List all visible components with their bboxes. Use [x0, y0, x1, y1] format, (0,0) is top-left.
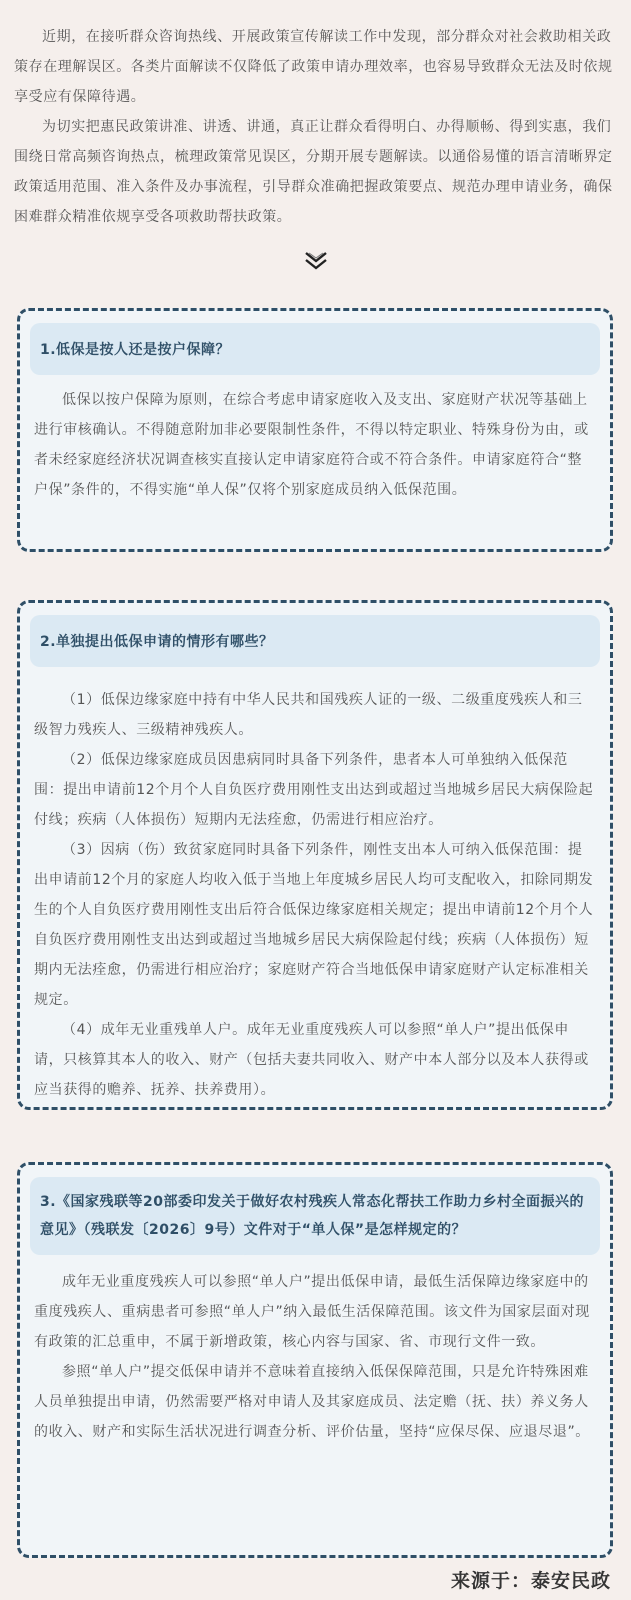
answer-paragraph: 成年无业重度残疾人可以参照“单人户”提出低保申请，最低生活保障边缘家庭中的重度残疾人、重病患者可参照“单人户”纳入最低生活保障范围。该文件为国家层面对现有政策的汇总重申，不属于新增政策，核心内容与国家、省、市现行文件一致。: [34, 1274, 590, 1350]
answer-paragraph: （3）因病（伤）致贫家庭同时具备下列条件，刚性支出本人可纳入低保范围：提出申请前12个月的家庭人均收入低于当地上年度城乡居民人均可支配收入，扣除同期发生的个人自负医疗费用刚性支出后符合低保边缘家庭相关规定；提出申请前12个月个人自负医疗费用刚性支出达到或超过当地城乡居民大病保险起付线；疾病（人体损伤）短期内无法痊愈，仍需进行相应治疗；家庭财产符合当地低保申请家庭财产认定标准相关规定。: [34, 842, 594, 1008]
qa-card-2: [17, 600, 613, 1110]
answer-paragraph: （4）成年无业重残单人户。成年无业重度残疾人可以参照“单人户”提出低保申请，只核算其本人的收入、财产（包括夫妻共同收入、财产中本人部分以及本人获得或应当获得的赡养、抚养、扶养费用）。: [34, 1022, 589, 1098]
question-title: 1.低保是按人还是按户保障？: [30, 323, 600, 375]
intro-paragraph: 为切实把惠民政策讲准、讲透、讲通，真正让群众看得明白、办得顺畅、得到实惠，我们围绕日常高频咨询热点，梳理政策常见误区，分期开展专题解读。以通俗易懂的语言清晰界定政策适用范围、准入条件及办事流程，引导群众准确把握政策要点、规范办理申请业务，确保困难群众精准依规享受各项救助帮扶政策。: [14, 119, 613, 225]
intro-paragraph: 近期，在接听群众咨询热线、开展政策宣传解读工作中发现，部分群众对社会救助相关政策存在理解误区。各类片面解读不仅降低了政策申请办理效率，也容易导致群众无法及时依规享受应有保障待遇。: [14, 29, 613, 105]
answer-paragraph: 低保以按户保障为原则，在综合考虑申请家庭收入及支出、家庭财产状况等基础上进行审核确认。不得随意附加非必要限制性条件，不得以特定职业、特殊身份为由，或者未经家庭经济状况调查核实直接认定申请家庭符合或不符合条件。申请家庭符合“整户保”条件的，不得实施“单人保”仅将个别家庭成员纳入低保范围。: [34, 392, 589, 498]
answer-body: [20, 385, 610, 505]
source-credit: 来源于：泰安民政: [450, 1570, 611, 1592]
answer-paragraph: （1）低保边缘家庭中持有中华人民共和国残疾人证的一级、二级重度残疾人和三级智力残疾人、三级精神残疾人。: [34, 692, 583, 738]
qa-card-3: [17, 1162, 613, 1558]
double-chevron-down-icon: [303, 250, 329, 274]
qa-card-1: [17, 308, 613, 552]
answer-paragraph: （2）低保边缘家庭成员因患病同时具备下列条件，患者本人可单独纳入低保范围：提出申请前12个月个人自负医疗费用刚性支出达到或超过当地城乡居民大病保险起付线；疾病（人体损伤）短期内无法痊愈，仍需进行相应治疗。: [34, 752, 594, 828]
intro-section: [14, 22, 618, 232]
answer-paragraph: 参照“单人户”提交低保申请并不意味着直接纳入低保保障范围，只是允许特殊困难人员单独提出申请，仍然需要严格对申请人及其家庭成员、法定赡（抚、扶）养义务人的收入、财产和实际生活状况进行调查分析、评价估量，坚持“应保尽保、应退尽退”。: [34, 1364, 590, 1440]
question-title: 2.单独提出低保申请的情形有哪些？: [30, 615, 600, 667]
answer-body: [20, 1267, 610, 1447]
question-title: 3.《国家残联等20部委印发关于做好农村残疾人常态化帮扶工作助力乡村全面振兴的意见》（残联发〔2026〕9号）文件对于“单人保”是怎样规定的？: [30, 1177, 600, 1255]
answer-body: [20, 685, 610, 1105]
